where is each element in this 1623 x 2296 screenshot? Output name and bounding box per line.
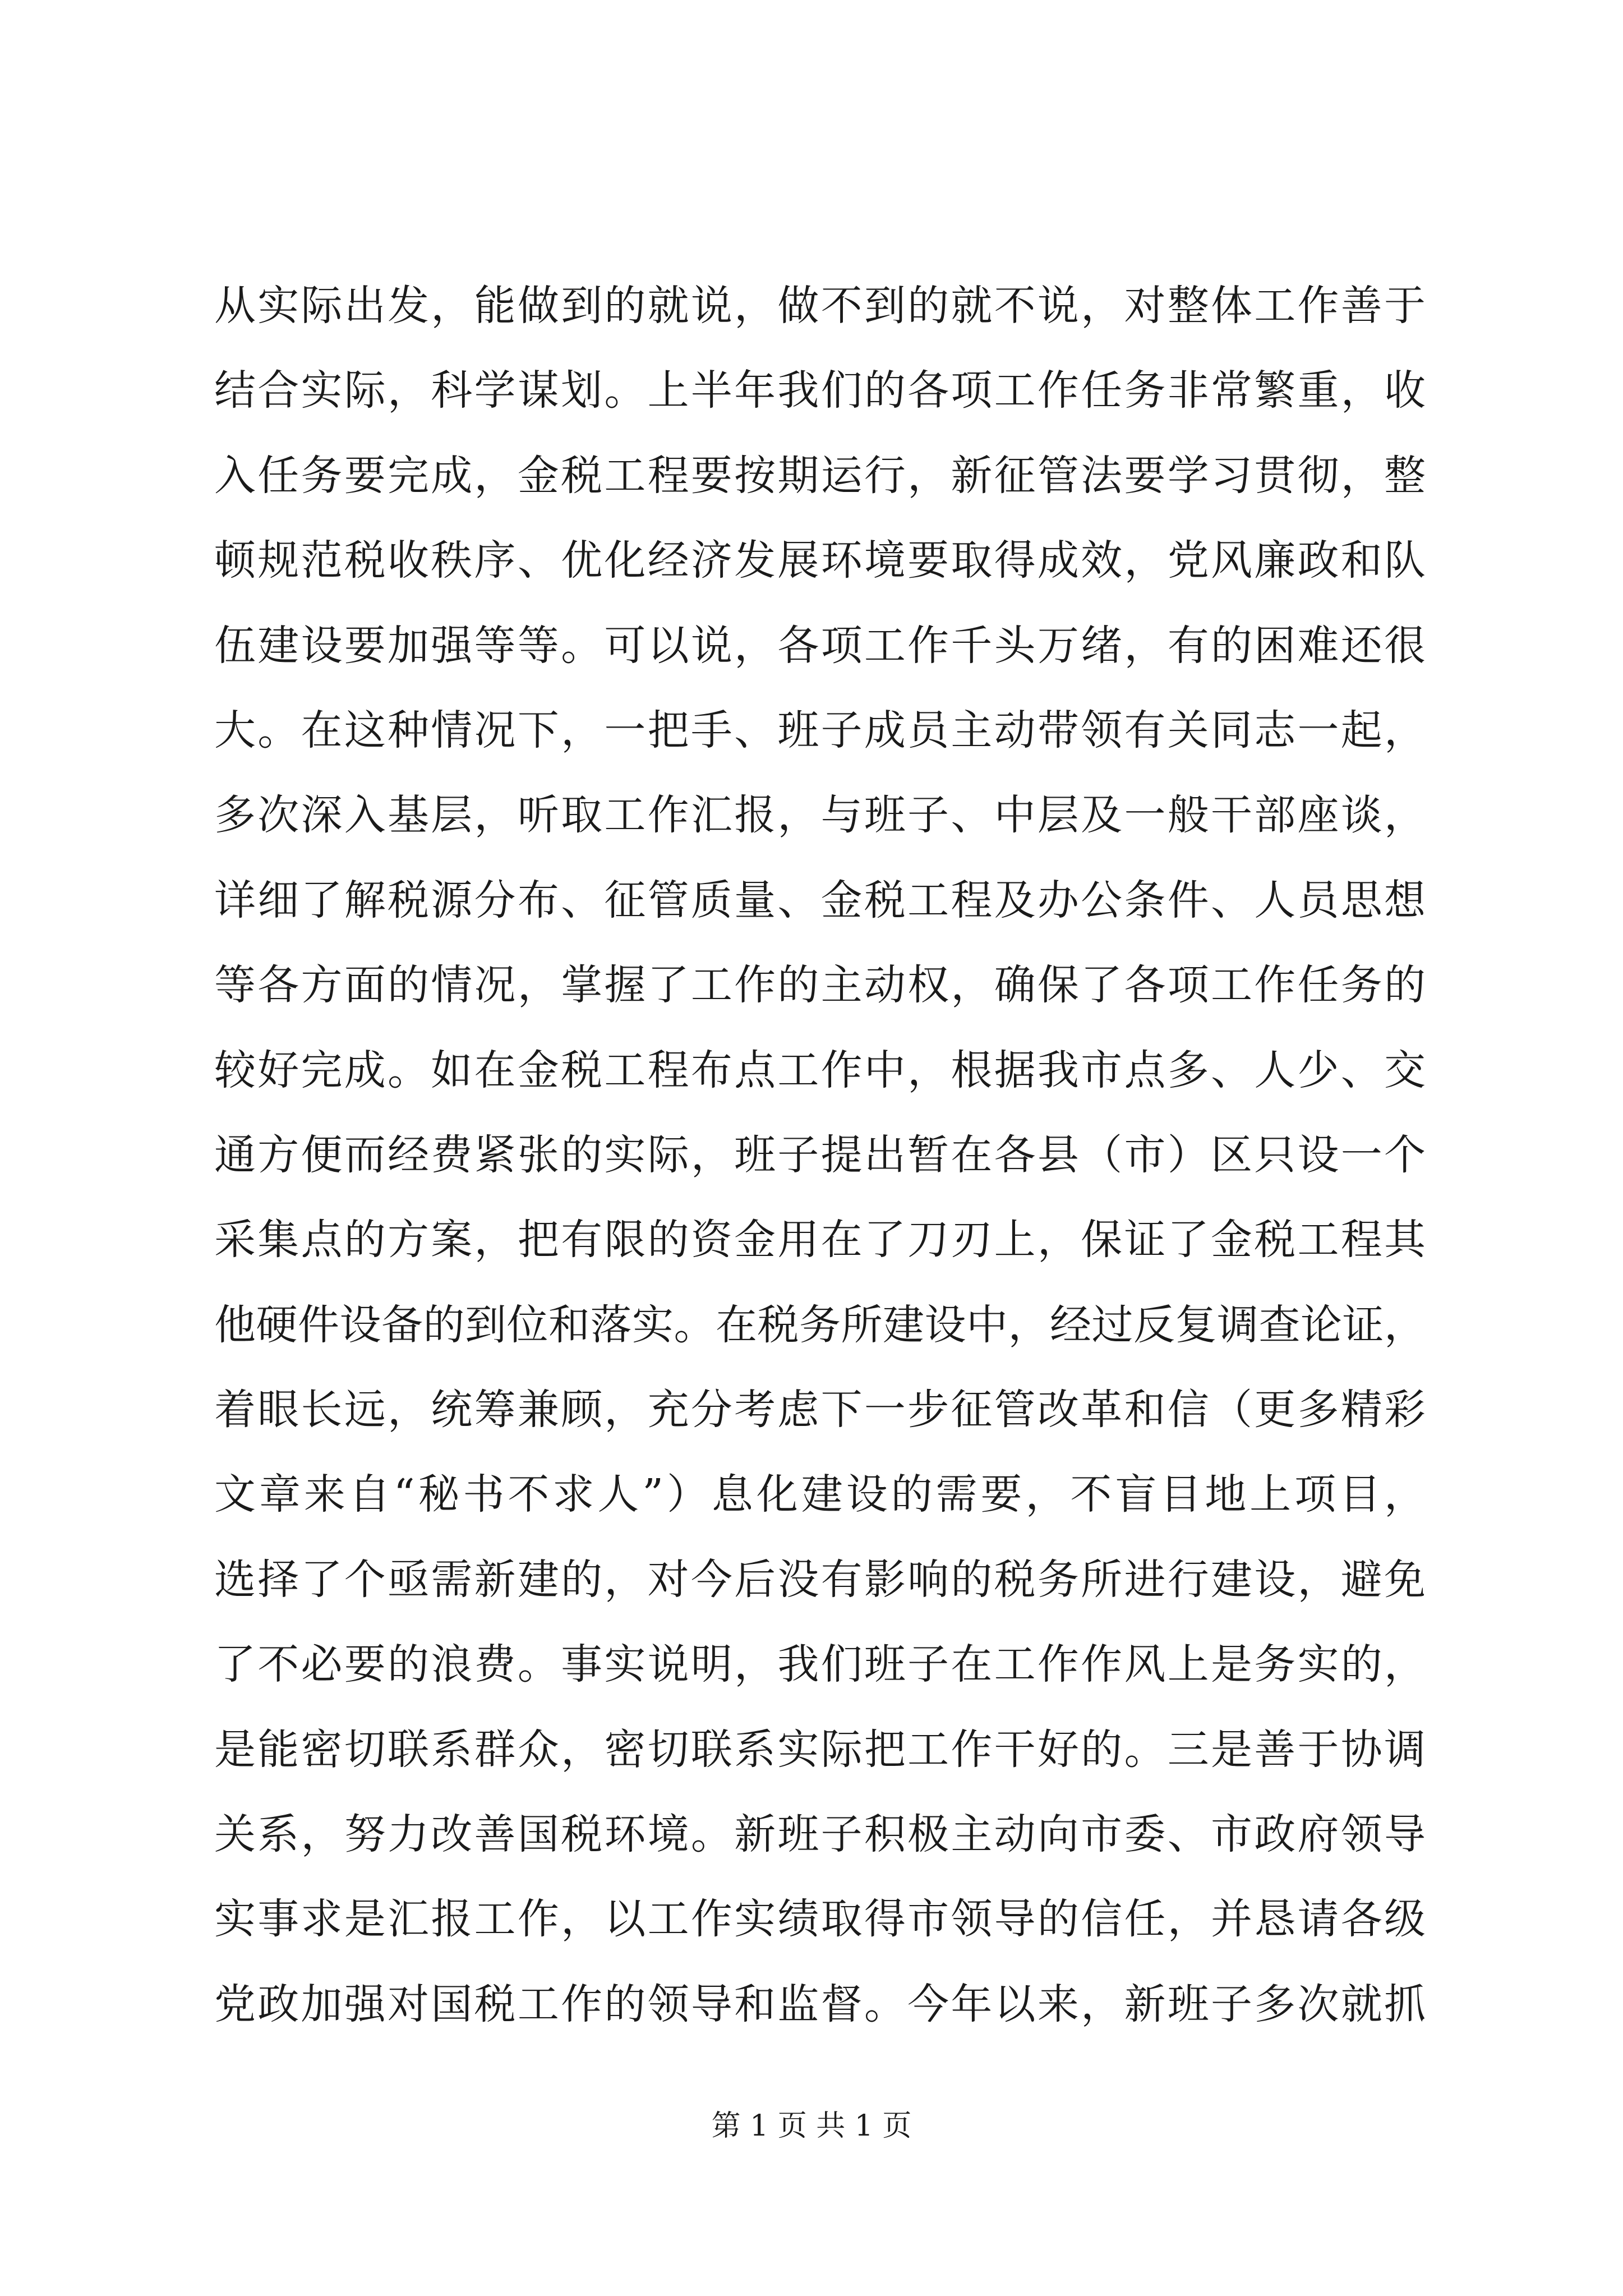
page-footer [0, 2106, 1623, 2146]
text-line: 较好完成。如在金税工程布点工作中，根据我市点多、人少、交 [214, 1046, 1426, 1094]
text-line: 实事求是汇报工作，以工作实绩取得市领导的信任，并恳请各级 [214, 1895, 1426, 1944]
text-line: 了不必要的浪费。事实说明，我们班子在工作作风上是务实的， [214, 1640, 1426, 1689]
text-line: 关系，努力改善国税环境。新班子积极主动向市委、市政府领导 [214, 1810, 1426, 1859]
text-line: 采集点的方案，把有限的资金用在了刀刃上，保证了金税工程其 [214, 1216, 1426, 1264]
text-line: 结合实际，科学谋划。上半年我们的各项工作任务非常繁重，收 [214, 366, 1426, 415]
text-line: 多次深入基层，听取工作汇报，与班子、中层及一般干部座谈， [214, 791, 1426, 840]
text-line: 是能密切联系群众，密切联系实际把工作干好的。三是善于协调 [214, 1725, 1426, 1774]
text-line: 等各方面的情况，掌握了工作的主动权，确保了各项工作任务的 [214, 961, 1426, 1010]
text-line: 入任务要完成，金税工程要按期运行，新征管法要学习贯彻，整 [214, 451, 1426, 500]
text-line: 大。在这种情况下，一把手、班子成员主动带领有关同志一起， [214, 706, 1426, 754]
text-line: 文章来自“秘书不求人”）息化建设的需要，不盲目地上项目， [214, 1470, 1426, 1519]
text-line: 着眼长远，统筹兼顾，充分考虑下一步征管改革和信（更多精彩 [214, 1386, 1426, 1434]
text-line: 党政加强对国税工作的领导和监督。今年以来，新班子多次就抓 [214, 1980, 1426, 2028]
page-number: 第 1 页 共 1 页 [711, 2109, 912, 2143]
text-line: 通方便而经费紧张的实际，班子提出暂在各县（市）区只设一个 [214, 1130, 1426, 1179]
text-line: 选择了个亟需新建的，对今后没有影响的税务所进行建设，避免 [214, 1555, 1426, 1604]
body-paragraph [214, 264, 1426, 2047]
text-line: 详细了解税源分布、征管质量、金税工程及办公条件、人员思想 [214, 876, 1426, 924]
text-line: 他硬件设备的到位和落实。在税务所建设中，经过反复调查论证， [214, 1300, 1426, 1349]
text-line: 伍建设要加强等等。可以说，各项工作千头万绪，有的困难还很 [214, 621, 1426, 670]
text-line: 顿规范税收秩序、优化经济发展环境要取得成效，党风廉政和队 [214, 536, 1426, 585]
text-line: 从实际出发，能做到的就说，做不到的就不说，对整体工作善于 [214, 282, 1426, 330]
